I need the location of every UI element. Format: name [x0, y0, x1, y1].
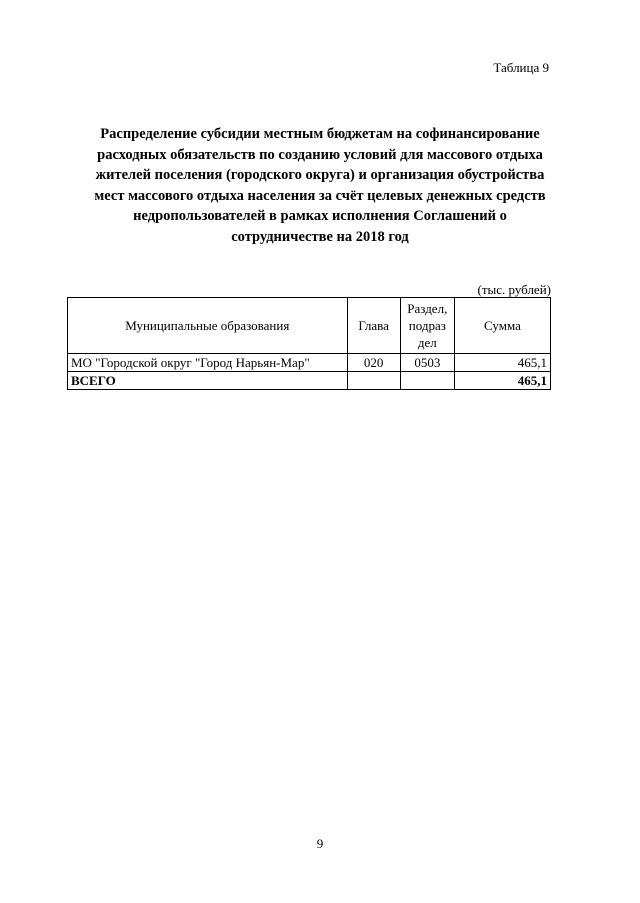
header-municipalities: Муниципальные образования	[68, 298, 348, 354]
title-line: расходных обязательств по созданию условий для массового отдыха	[97, 146, 543, 163]
total-row	[68, 372, 551, 390]
table-header-row	[68, 298, 551, 354]
cell-glava: 020	[347, 354, 400, 372]
header-razdel-line: Раздел,	[407, 301, 448, 316]
title-line: сотрудничестве на 2018 год	[231, 228, 409, 245]
table-number: Таблица 9	[493, 60, 549, 75]
title-line: недропользователей в рамках исполнения Соглашений о	[133, 208, 507, 224]
header-sum: Сумма	[454, 298, 550, 354]
title-line: Распределение субсидии местным бюджетам на софинансирование	[100, 126, 540, 142]
cell-sum: 465,1	[454, 354, 550, 372]
subsidy-table	[67, 297, 551, 390]
total-glava	[347, 372, 400, 390]
total-razdel	[400, 372, 454, 390]
title-line: жителей поселения (городского округа) и организация обустройства	[95, 167, 545, 183]
title-line: мест массового отдыха населения за счёт целевых денежных средств	[94, 187, 546, 204]
document-title	[66, 124, 574, 247]
cell-municipality: МО "Городской округ "Город Нарьян-Мар"	[68, 354, 348, 372]
header-razdel	[400, 298, 454, 354]
total-sum: 465,1	[454, 372, 550, 390]
header-razdel-line: дел	[417, 335, 437, 350]
table-row	[68, 354, 551, 372]
total-label: ВСЕГО	[68, 372, 348, 390]
page-number: 9	[316, 836, 324, 851]
cell-razdel: 0503	[400, 354, 454, 372]
header-glava: Глава	[347, 298, 400, 354]
units-label: (тыс. рублей)	[477, 282, 551, 297]
header-razdel-line: подраз	[408, 318, 446, 333]
